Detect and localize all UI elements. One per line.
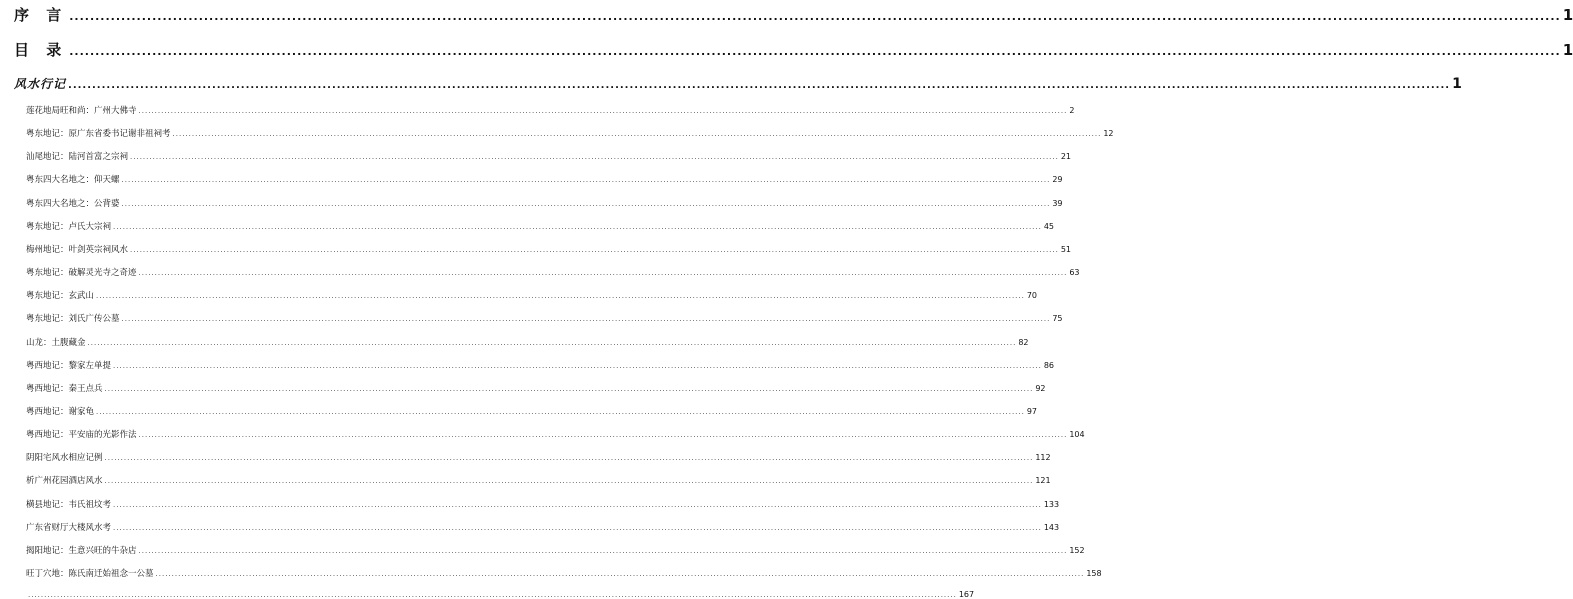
toc-page-number: 86: [1043, 360, 1055, 370]
toc-page-number: 51: [1060, 244, 1072, 254]
toc-page-number: 70: [1026, 291, 1038, 301]
dot-leader: [96, 408, 1025, 416]
toc-page-number: 2: [1069, 106, 1075, 115]
dot-leader: [122, 200, 1051, 208]
toc-entry[interactable]: [26, 312, 1063, 325]
toc-entry[interactable]: [26, 451, 1051, 464]
dot-leader: [105, 385, 1034, 393]
toc-page-number: 167: [958, 590, 975, 599]
dot-leader: [113, 524, 1042, 532]
toc-page-number: 1: [1562, 41, 1573, 59]
toc-entry-title: 粤东地记：卢氏大宗祠: [26, 221, 112, 232]
toc-entry-title: 山龙：土腹藏金: [26, 337, 86, 348]
toc-entry[interactable]: [26, 521, 1060, 533]
toc-page-number: 152: [1069, 545, 1085, 555]
dot-leader: [139, 107, 1068, 115]
dot-leader: [122, 176, 1051, 184]
toc-entry[interactable]: [26, 243, 1072, 255]
toc-entry[interactable]: [26, 474, 1051, 487]
toc-entry[interactable]: [26, 197, 1063, 209]
toc-heading-preface[interactable]: [14, 4, 1573, 25]
dot-leader: [105, 477, 1034, 485]
dot-leader: [130, 153, 1059, 161]
dot-leader: [105, 454, 1034, 462]
toc-entry[interactable]: [26, 590, 975, 599]
toc-entry[interactable]: [26, 127, 1114, 140]
dot-leader: [139, 431, 1068, 439]
toc-heading-title: 序 言: [14, 6, 68, 24]
toc-entry-title: 粤东四大名地之：仰天螺: [26, 175, 120, 186]
toc-entry[interactable]: [26, 428, 1085, 441]
toc-entry[interactable]: [26, 567, 1102, 579]
dot-leader: [173, 130, 1102, 138]
toc-section-title: 风水行记: [14, 77, 67, 91]
toc-page-number: 1: [1562, 6, 1573, 24]
toc-entry[interactable]: [26, 289, 1038, 302]
toc-page-number: 133: [1043, 499, 1060, 509]
toc-entry[interactable]: [26, 104, 1075, 116]
toc-entry[interactable]: [26, 382, 1046, 394]
toc-entry-title: 广东省财厅大楼风水考: [26, 522, 112, 533]
toc-entry[interactable]: [26, 336, 1029, 348]
dot-leader: [28, 591, 957, 599]
toc-page-number: 104: [1069, 430, 1085, 440]
toc-page-number: 121: [1035, 476, 1051, 486]
toc-entry[interactable]: [26, 173, 1063, 186]
toc-entry-title: 揭阳地记：生意兴旺的牛杂店: [26, 545, 137, 556]
toc-page-number: 97: [1026, 406, 1038, 416]
toc-entry[interactable]: [26, 359, 1055, 371]
dot-leader: [139, 269, 1068, 277]
dot-leader: [68, 80, 1450, 91]
toc-page-number: 29: [1052, 175, 1063, 185]
toc-entry-title: 粤东地记：玄武山: [26, 291, 95, 302]
dot-leader: [113, 501, 1042, 509]
toc-page-number: 158: [1086, 569, 1102, 578]
dot-leader: [139, 547, 1068, 555]
toc-entry-title: 横县地记：韦氏祖坟考: [26, 499, 112, 510]
toc-page-number: 112: [1035, 453, 1051, 463]
toc-entry-title: 粤东四大名地之：公背婆: [26, 198, 120, 209]
toc-entry-title: 粤东地记：破解灵光寺之奇迹: [26, 268, 137, 278]
toc-page-number: 12: [1103, 129, 1114, 139]
toc-entry[interactable]: [26, 498, 1060, 510]
dot-leader: [130, 246, 1059, 254]
toc-entry-title: 粤西地记：秦王点兵: [26, 383, 103, 394]
toc-entry-title: 梅州地记：叶剑英宗祠风水: [26, 244, 129, 255]
toc-heading-title: 目 录: [14, 41, 68, 59]
dot-leader: [113, 362, 1042, 370]
toc-entry[interactable]: [26, 150, 1072, 163]
dot-leader: [156, 570, 1085, 578]
dot-leader: [122, 315, 1051, 323]
toc-entry-title: 莲花地局旺和尚：广州大佛寺: [26, 106, 137, 116]
toc-entry-title: 粤东地记：刘氏广传公墓: [26, 314, 120, 325]
toc-entry-title: 旺丁穴地：陈氏南迁始祖念一公墓: [26, 569, 154, 579]
toc-page-number: 1: [1452, 76, 1462, 92]
toc-entry[interactable]: [26, 220, 1055, 232]
toc-page-number: 39: [1052, 198, 1063, 208]
toc-page-number: 92: [1035, 383, 1046, 393]
toc-page-number: 75: [1052, 314, 1063, 324]
dot-leader: [113, 223, 1042, 231]
toc-entry[interactable]: [26, 544, 1085, 556]
toc-entry-title: 析广州花园酒店风水: [26, 476, 103, 487]
toc-entry[interactable]: [26, 266, 1080, 278]
toc-page-number: 63: [1069, 268, 1080, 277]
toc-heading-contents[interactable]: [14, 39, 1573, 60]
toc-page-number: 45: [1043, 221, 1055, 231]
toc-page-number: 143: [1043, 522, 1060, 532]
toc-section-fengshui[interactable]: [14, 75, 1462, 92]
dot-leader: [88, 339, 1017, 347]
toc-page-number: 21: [1060, 152, 1072, 162]
toc-entry-title: 阴阳宅风水相应记例: [26, 453, 103, 464]
dot-leader: [69, 10, 1560, 23]
dot-leader: [69, 45, 1560, 58]
toc-entry[interactable]: [26, 405, 1038, 417]
toc-page-number: 82: [1018, 337, 1029, 347]
toc-entry-title: 粤西地记：黎家左单提: [26, 360, 112, 371]
dot-leader: [96, 292, 1025, 300]
toc-entry-title: 粤西地记：谢家龟: [26, 406, 95, 417]
toc-entry-title: 汕尾地记：陆河首富之宗祠: [26, 152, 129, 163]
toc-entry-title: 粤东地记：原广东省委书记谢非祖祠考: [26, 129, 171, 140]
toc-entry-title: 粤西地记：平安庙的光影作法: [26, 430, 137, 441]
